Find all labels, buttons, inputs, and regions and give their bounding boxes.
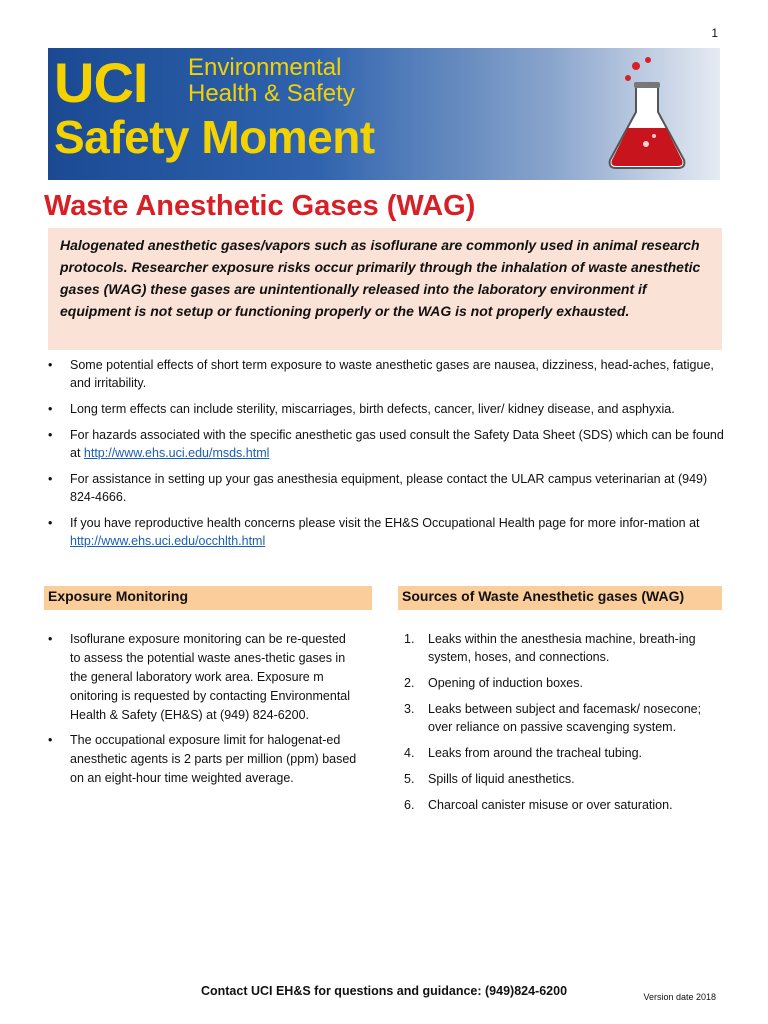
list-item — [404, 770, 720, 788]
list-item: • Long term effects can include sterility, miscarriages, birth defects, cancer, liver/ kidney disease, and asphyxia. — [48, 400, 728, 418]
effects-bullet-list — [48, 356, 728, 558]
list-item — [404, 630, 720, 666]
ehs-line-2: Health & Safety — [188, 80, 355, 107]
ehs-line-1: Environmental — [188, 54, 342, 81]
list-item — [404, 700, 720, 736]
footer-contact: Contact UCI EH&S for questions and guidance: (949)824-6200 — [200, 984, 568, 998]
page-number: 1 — [711, 26, 718, 40]
list-item — [48, 514, 728, 550]
item-number: 3. — [404, 702, 415, 716]
occ-health-text: If you have reproductive health concerns please visit the EH&S Occupational Health page for more infor-mation at — [70, 516, 700, 530]
item-number: 2. — [404, 676, 415, 690]
item-text: Leaks between subject and facemask/ nosecone; over reliance on passive scavenging system. — [428, 702, 702, 734]
sources-heading: Sources of Waste Anesthetic gases (WAG) — [398, 586, 722, 610]
sources-list — [404, 630, 720, 822]
item-text: Charcoal canister misuse or over saturation. — [428, 798, 673, 812]
list-item: • For assistance in setting up your gas anesthesia equipment, please contact the ULAR campus veterinarian at (949) 824-4666. — [48, 470, 728, 506]
list-item — [48, 426, 728, 462]
item-text: Opening of induction boxes. — [428, 676, 583, 690]
list-item — [404, 744, 720, 762]
list-item — [404, 674, 720, 692]
exposure-monitoring-heading: Exposure Monitoring — [44, 586, 372, 610]
uci-logo-text: UCI — [54, 51, 148, 114]
list-item: • Isoflurane exposure monitoring can be re-quested to assess the potential waste anes-thetic gases in the general laboratory work area. Exposure m onitoring is requested by contacting Environmental Health & Safety (EH&S) at (949) 824-6200. — [48, 630, 358, 725]
version-date: Version date 2018 — [643, 992, 716, 1002]
page-title: Waste Anesthetic Gases (WAG) — [44, 190, 476, 222]
item-number: 6. — [404, 798, 415, 812]
item-number: 5. — [404, 772, 415, 786]
safety-moment-banner — [48, 48, 720, 180]
item-number: 1. — [404, 632, 415, 646]
list-item — [404, 796, 720, 814]
safety-moment-heading: Safety Moment — [54, 111, 375, 163]
flask-icon — [602, 56, 692, 172]
item-text: Leaks within the anesthesia machine, breath-ing system, hoses, and connections. — [428, 632, 696, 664]
exposure-list — [48, 630, 358, 794]
item-text: Leaks from around the tracheal tubing. — [428, 746, 643, 760]
intro-callout: Halogenated anesthetic gases/vapors such as isoflurane are commonly used in animal research protocols. Researcher exposure risks occur primarily through the inhalation of waste anesthetic gases (WAG) these gases are unintentionally released into the laboratory environment if equipment is not setup or functioning properly or the WAG is not properly exhausted. — [48, 228, 722, 350]
occhlth-link[interactable]: http://www.ehs.uci.edu/occhlth.html — [70, 534, 266, 548]
msds-link[interactable]: http://www.ehs.uci.edu/msds.html — [83, 446, 270, 460]
sds-text: For hazards associated with the specific anesthetic gas used consult the Safety Data Sheet (SDS) which can be found at — [70, 428, 724, 460]
list-item: • Some potential effects of short term exposure to waste anesthetic gases are nausea, dizziness, head-aches, fatigue, and irritability. — [48, 356, 728, 392]
item-number: 4. — [404, 746, 415, 760]
item-text: Spills of liquid anesthetics. — [428, 772, 575, 786]
list-item: • The occupational exposure limit for halogenat-ed anesthetic agents is 2 parts per million (ppm) based on an eight-hour time weighted average. — [48, 731, 358, 788]
